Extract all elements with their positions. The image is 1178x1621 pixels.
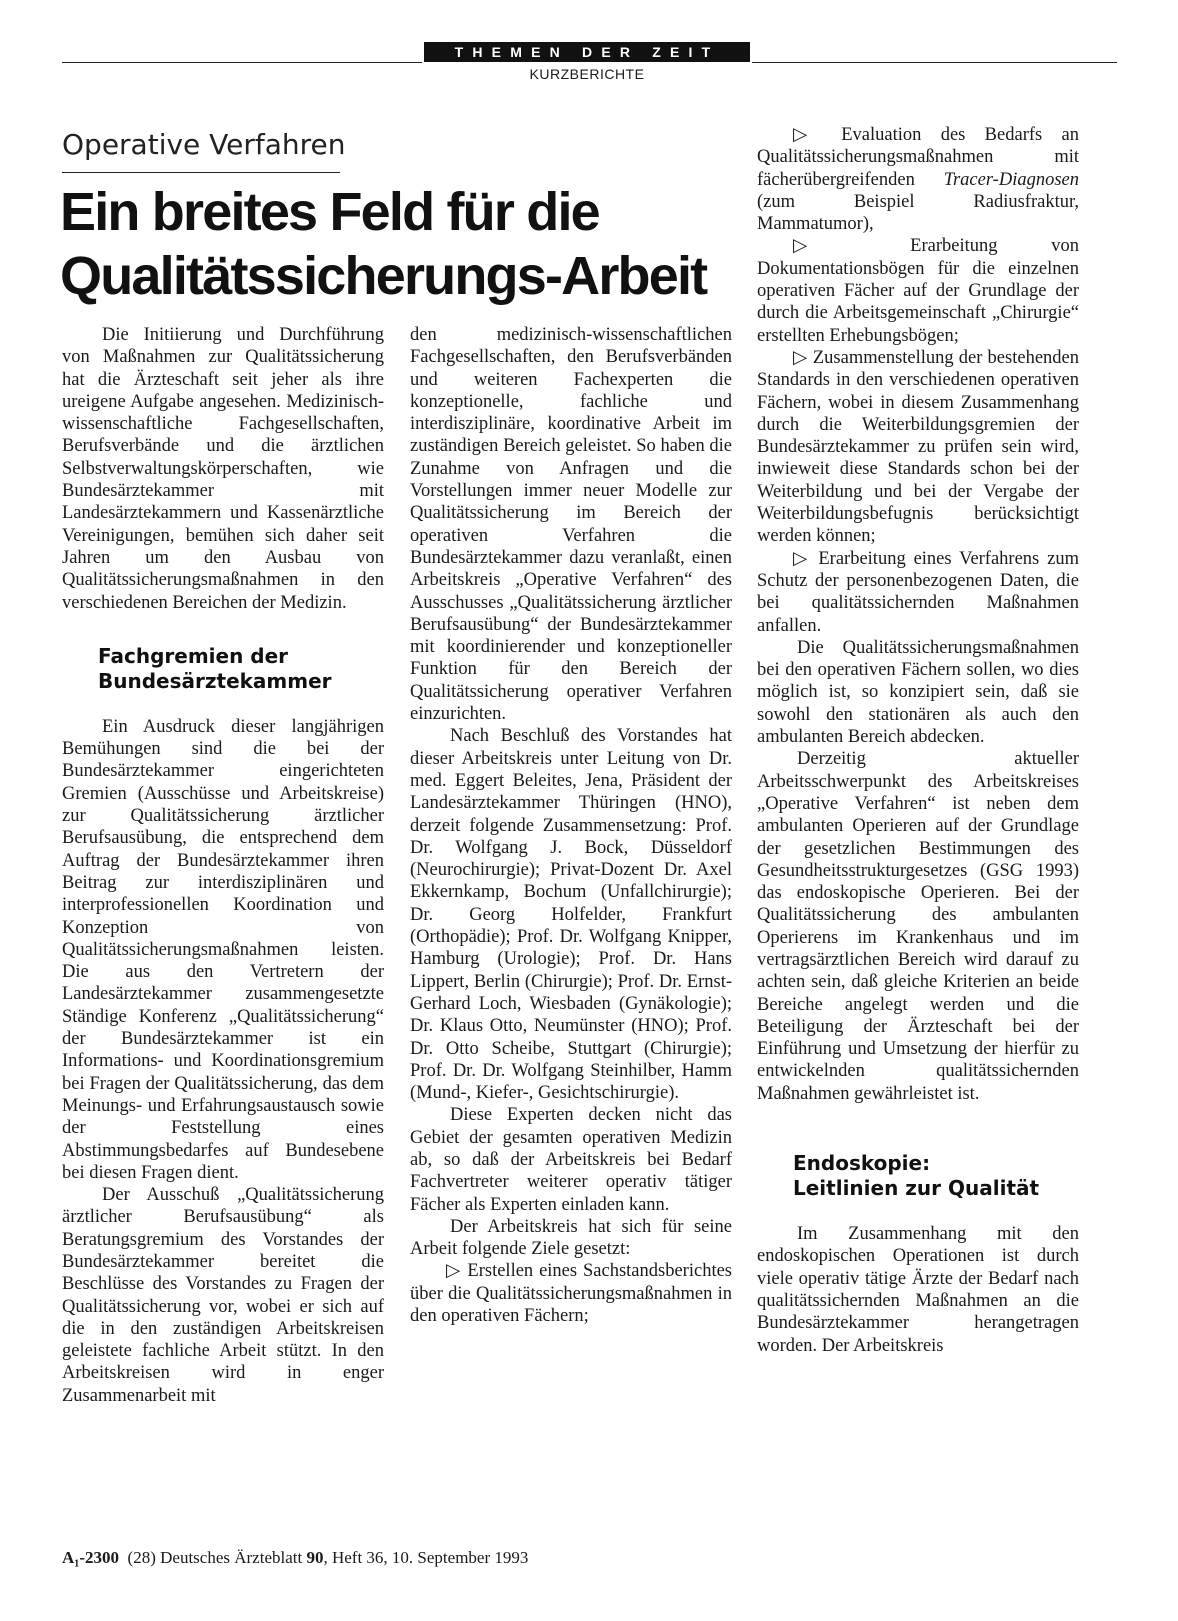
subheading-line: Bundesärztekammer xyxy=(98,668,332,693)
list-item-text: (zum Beispiel Radiusfraktur, Mammatumor), xyxy=(757,191,1079,235)
subheading-line: Leitlinien zur Qualität xyxy=(793,1176,1040,1201)
section-label: KURZBERICHTE xyxy=(529,66,645,82)
list-item: ▷ Zusammenstellung der bestehenden Standards in den verschiedenen operativen Fächern, wobei in diesem Zusammenhang durch die Weiterbildungsgremien der Bundesärztekammer zu prüfen sein wird, inwieweit diese Standards schon bei der Weiterbildung und bei der Vergabe der Weiterbildungsbefugnis berücksichtigt werden können; xyxy=(757,347,1079,547)
paragraph: Nach Beschluß des Vorstandes hat dieser Arbeitskreis unter Leitung von Dr. med. Eggert Beleites, Jena, Präsident der Landesärztekammer Thüringen (HNO), derzeit folgende Zusammensetzung: Prof. Dr. Wolfgang J. Bock, Düsseldorf (Neurochirurgie); Privat-Dozent Dr. Axel Ekkernkamp, Bochum (Unfallchirurgie); Dr. Georg Holfelder, Frankfurt (Orthopädie); Prof. Dr. Wolfgang Knipper, Hamburg (Urologie); Prof. Dr. Hans Lippert, Berlin (Chirurgie); Prof. Dr. Ernst-Gerhard Loch, Wiesbaden (Gynäkologie); Dr. Klaus Otto, Neumünster (HNO); Prof. Dr. Otto Scheibe, Stuttgart (Chirurgie); Prof. Dr. Dr. Wolfgang Steinhilber, Hamm (Mund-, Kiefer-, Gesichtschirurgie). xyxy=(410,726,732,1104)
header-rule-right xyxy=(752,62,1117,63)
paragraph: den medizinisch-wissenschaftlichen Fachgesellschaften, den Berufsverbänden und weiteren Fachexperten die konzeptionelle, fachliche und interdisziplinäre, koordinative Arbeit im zuständigen Bereich geleistet. So haben die Zunahme von Anfragen und die Vorstellungen immer neuer Modelle zur Qualitätssicherung im Bereich der operativen Verfahren die Bundesärztekammer dazu veranlaßt, einen Arbeitskreis „Operative Verfahren“ des Ausschusses „Qualitätssicherung ärztlicher Berufsausübung“ der Bundesärztekammer mit koordinierender und konzeptioneller Funktion für den Bereich der Qualitätssicherung operativer Verfahren einzurichten. xyxy=(410,325,732,725)
list-item: ▷ Erstellen eines Sachstandsberichtes über die Qualitätssicherungsmaßnahmen in den operativen Fächern; xyxy=(410,1261,732,1327)
text-column-1 xyxy=(62,324,384,1407)
page-footer xyxy=(62,1548,528,1568)
footer-issue: (28) Deutsches Ärzteblatt xyxy=(127,1548,307,1567)
article-dachzeile: Operative Verfahren xyxy=(62,128,346,161)
dachzeile-underline xyxy=(62,172,340,173)
emphasis-text: Tracer-Diagnosen xyxy=(943,169,1079,190)
list-item: ▷ Erarbeitung eines Verfahrens zum Schutz der personenbezogenen Daten, die bei qualitätssichernden Maßnahmen anfallen. xyxy=(757,548,1079,636)
list-item: ▷ Erarbeitung von Dokumentationsbögen für die einzelnen operativen Fächer auf der Grundlage der durch die Arbeitsgemeinschaft „Chirurgie“ erstellten Erhebungsbögen; xyxy=(757,236,1079,346)
list-item-text: ▷ Evaluation des Bedarfs an Qualitätssicherungsmaßnahmen mit fächerübergreifenden xyxy=(757,125,1079,190)
subheading-line: Endoskopie: xyxy=(793,1151,931,1176)
headline-line-1: Ein breites Feld für die xyxy=(60,182,599,242)
paragraph: Der Ausschuß „Qualitätssicherung ärztlicher Berufsausübung“ als Beratungsgremium des Vorstandes der Bundesärztekammer bereitet die Beschlüsse des Vorstandes zu Fragen der Qualitätssicherung vor, wobei er sich auf die in den zuständigen Arbeitskreisen geleistete fachliche Arbeit stützt. In den Arbeitskreisen wird in enger Zusammenarbeit mit xyxy=(62,1185,384,1406)
article-headline xyxy=(60,180,760,308)
footer-volume: 90 xyxy=(306,1548,324,1567)
subheading-endoskopie xyxy=(793,1151,1079,1201)
paragraph: Im Zusammenhang mit den endoskopischen Operationen ist durch viele operativ tätige Ärzte der Bedarf nach qualitätssichernden Maßnahmen an die Bundesärztekammer herangetragen worden. Der Arbeitskreis xyxy=(757,1224,1079,1356)
paragraph: Ein Ausdruck dieser langjährigen Bemühungen sind die bei der Bundesärztekammer eingerichteten Gremien (Ausschüsse und Arbeitskreise) zur Qualitätssicherung ärztlicher Berufsausübung, die entsprechend dem Auftrag der Bundesärztekammer ihren Beitrag zur interdisziplinären und interprofessionellen Koordination und Konzeption von Qualitätssicherungsmaßnahmen leisten. Die aus den Vertretern der Landesärztekammer zusammengesetzte Ständige Konferenz „Qualitätssicherung“ der Bundesärztekammer ist ein Informations- und Koordinationsgremium bei Fragen der Qualitätssicherung, das dem Meinungs- und Erfahrungsaustausch sowie der Feststellung eines Abstimmungsbedarfes auf Bundesebene bei diesen Fragen dient. xyxy=(62,716,384,1183)
subheading-fachgremien xyxy=(98,644,384,694)
footer-issue-date: , Heft 36, 10. September 1993 xyxy=(323,1548,529,1567)
text-column-3 xyxy=(757,124,1079,1357)
subheading-line: Fachgremien der xyxy=(98,643,289,668)
paragraph: Derzeitig aktueller Arbeitsschwerpunkt des Arbeitskreises „Operative Verfahren“ ist neben dem ambulanten Operieren auf der Grundlage der gesetzlichen Bestimmungen des Gesundheitsstrukturgesetzes (GSG 1993) das endoskopische Operieren. Bei der Qualitätssicherung des ambulanten Operierens im Krankenhaus und im vertragsärztlichen Bereich wird darauf zu achten sein, daß gleiche Kriterien an beide Bereiche angelegt werden und die Beteiligung der Ärzteschaft bei der Einführung und Umsetzung der hierfür zu entwickelnden qualitätssichernden Maßnahmen gewährleistet ist. xyxy=(757,749,1079,1104)
list-item xyxy=(757,124,1079,235)
header-rule-left xyxy=(62,62,422,63)
page-number: A₁-2300 xyxy=(62,1548,120,1567)
paragraph: Die Initiierung und Durchführung von Maßnahmen zur Qualitätssicherung hat die Ärzteschaft seit jeher als ihre ureigene Aufgabe angesehen. Medizinisch-wissenschaftliche Fachgesellschaften, Berufsverbände und die ärztlichen Selbstverwaltungskörperschaften, wie Bundesärztekammer mit Landesärztekammern und Kassenärztliche Vereinigungen, bemühen sich daher seit Jahren um den Ausbau von Qualitätssicherungsmaßnahmen in den verschiedenen Bereichen der Medizin. xyxy=(62,325,384,613)
paragraph: Die Qualitätssicherungsmaßnahmen bei den operativen Fächern sollen, wo dies möglich ist, so konzipiert sein, daß sie sowohl den stationären als auch den ambulanten Bereich abdecken. xyxy=(757,637,1079,748)
text-column-2 xyxy=(410,324,732,1327)
paragraph: Der Arbeitskreis hat sich für seine Arbeit folgende Ziele gesetzt: xyxy=(410,1216,732,1260)
paragraph: Diese Experten decken nicht das Gebiet der gesamten operativen Medizin ab, so daß der Arbeitskreis bei Bedarf Fachvertreter weiterer operativ tätiger Fächer als Experten einladen kann. xyxy=(410,1105,732,1215)
headline-line-2: Qualitätssicherungs-Arbeit xyxy=(60,246,707,306)
section-kicker: THEMEN DER ZEIT xyxy=(424,42,750,62)
